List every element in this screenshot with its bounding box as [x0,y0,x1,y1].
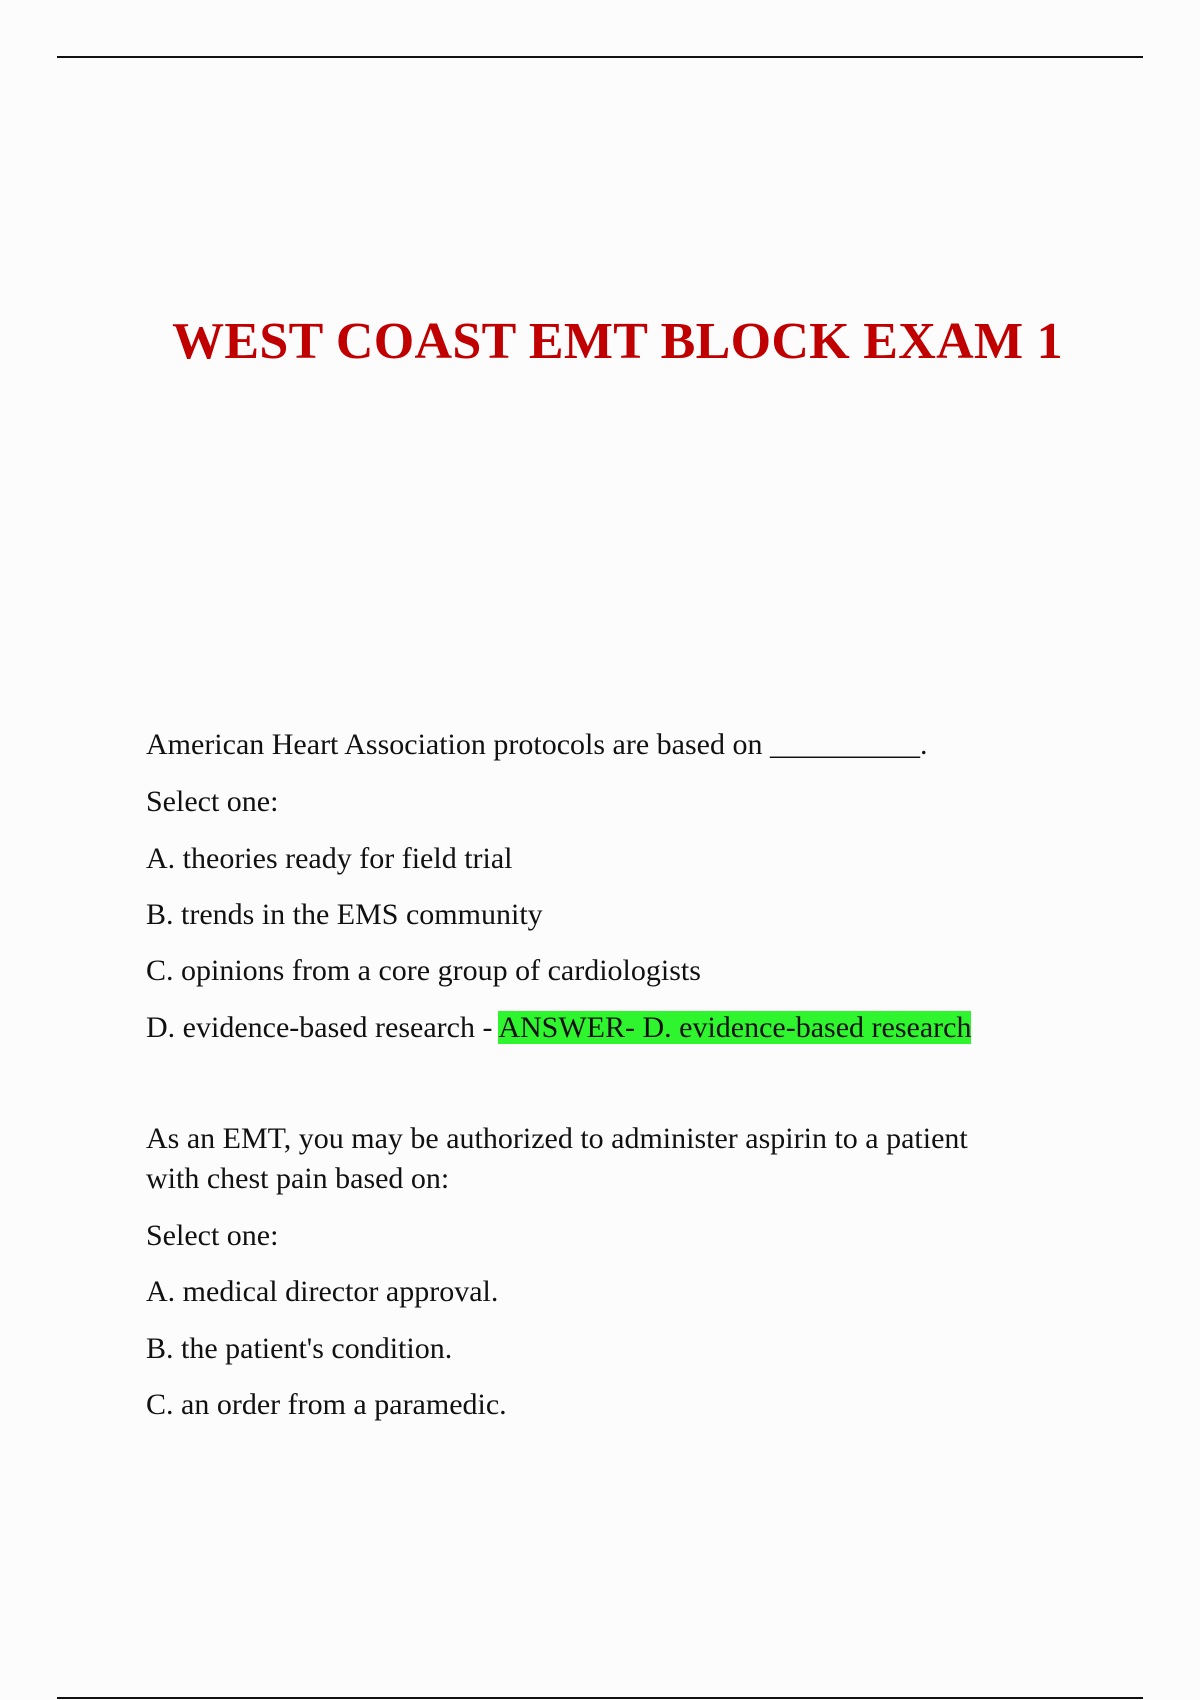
select-prompt: Select one: [146,785,279,818]
document-title: WEST COAST EMT BLOCK EXAM 1 [172,313,1063,370]
question-stem: American Heart Association protocols are based on __________. [146,728,928,761]
option-b: B. trends in the EMS community [146,898,543,931]
bottom-rule [57,1697,1143,1699]
top-rule [57,56,1143,58]
answer-highlight: ANSWER- D. evidence-based research [498,1011,972,1044]
option-a: A. medical director approval. [146,1275,499,1308]
question-stem: As an EMT, you may be authorized to administer aspirin to a patient [146,1122,968,1155]
option-a: A. theories ready for field trial [146,842,513,875]
option-c: C. an order from a paramedic. [146,1388,507,1421]
option-d: D. evidence-based research - [146,1011,499,1044]
option-b: B. the patient's condition. [146,1332,453,1365]
select-prompt: Select one: [146,1219,279,1252]
option-d-row [146,1010,971,1046]
option-c: C. opinions from a core group of cardiologists [146,954,701,987]
question-stem-cont: with chest pain based on: [146,1162,450,1195]
